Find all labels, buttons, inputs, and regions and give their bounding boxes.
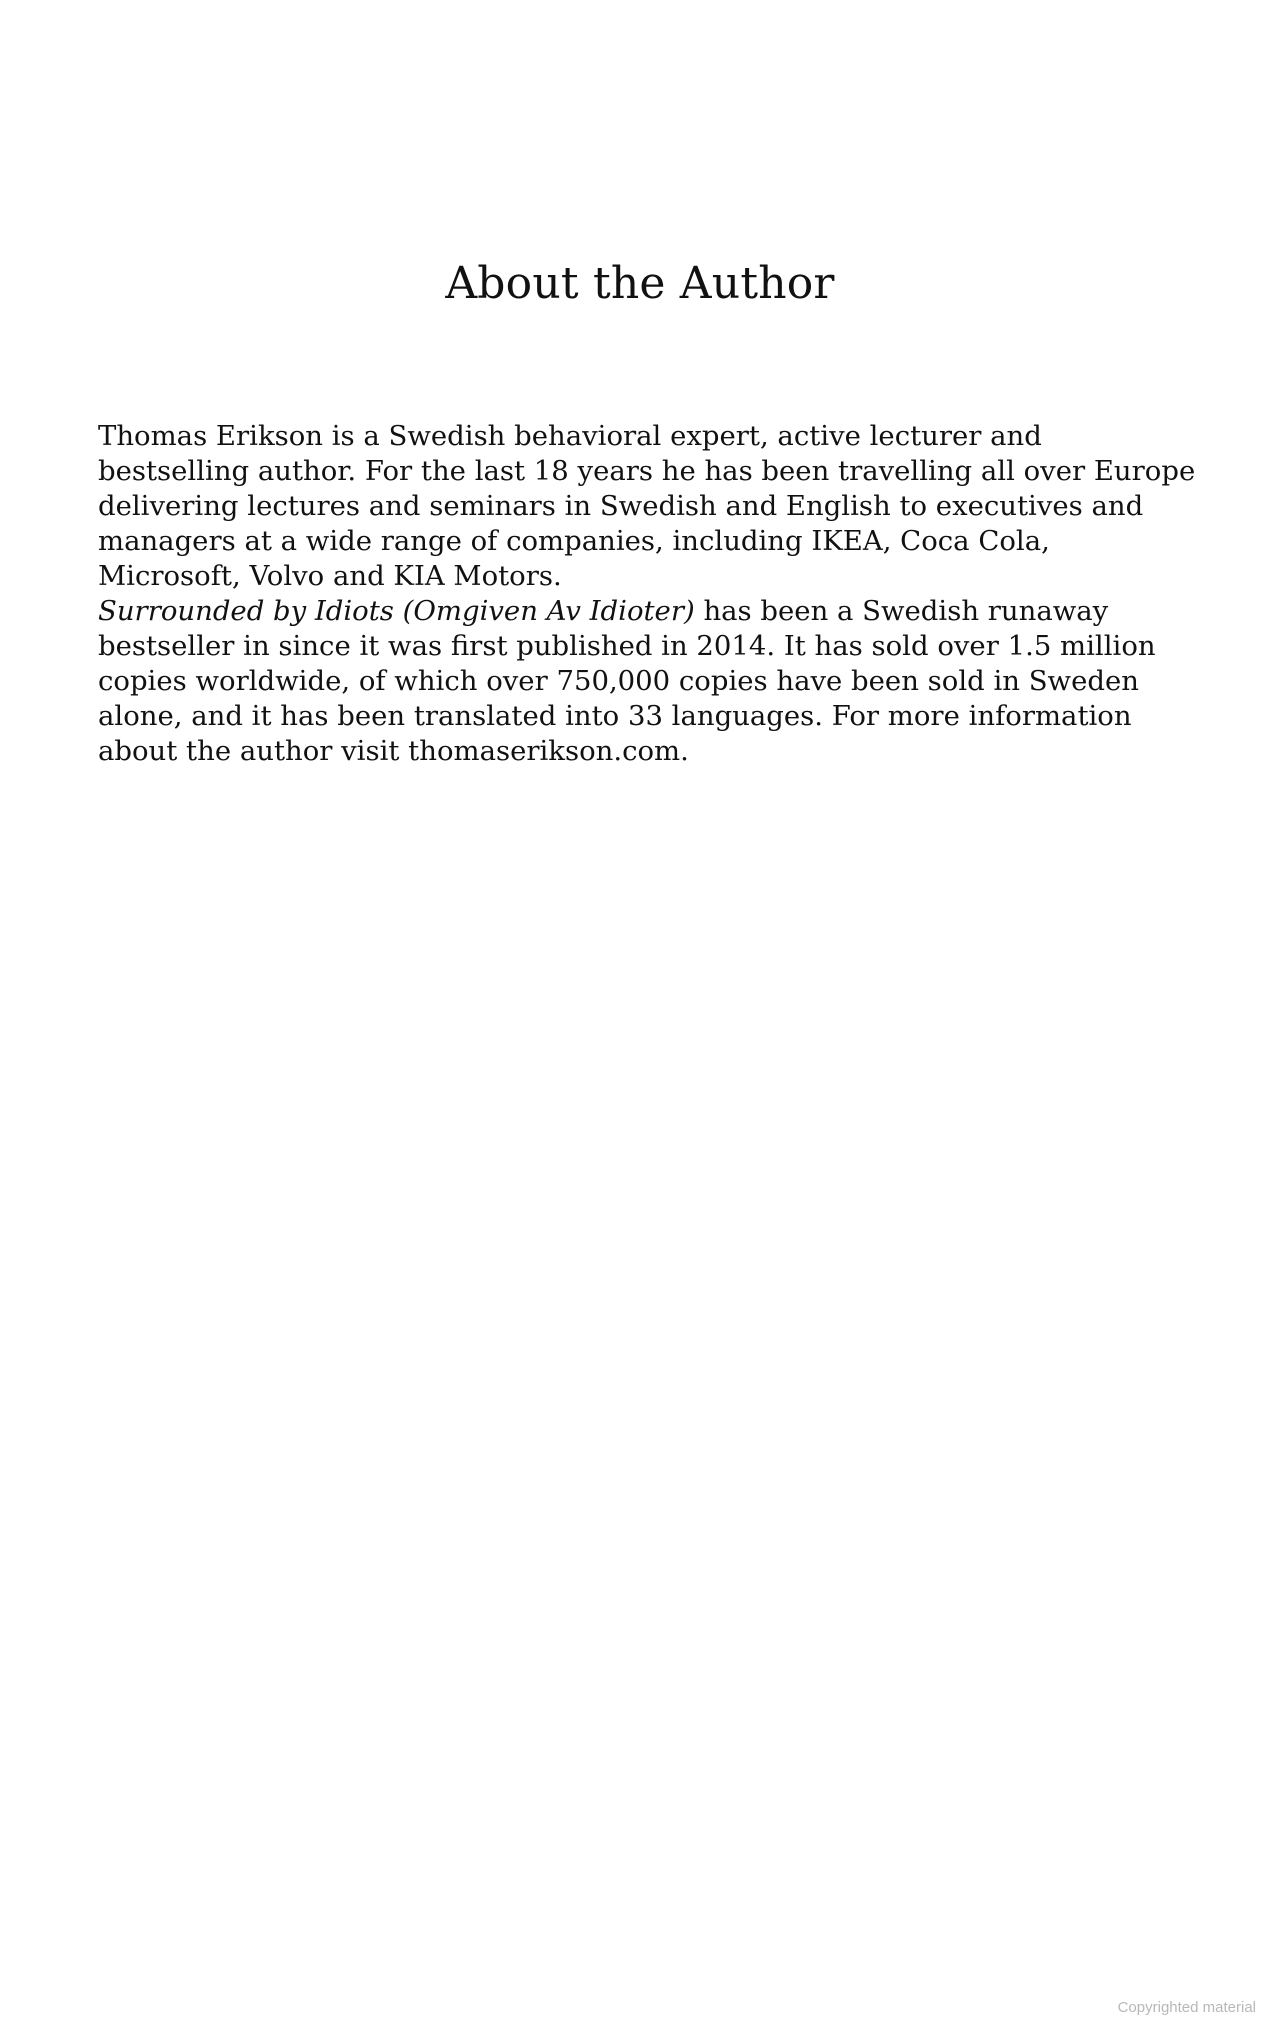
bio-intro: Thomas Erikson is a Swedish behavioral expert, active lecturer and bestselling author. For the last 18 years he has been travelling all over Europe delivering lectures and seminars in Swedish and English to executives and managers at a wide range of companies, including IKEA, Coca Cola, Microsoft, Volvo and KIA Motors. <box>98 420 1196 592</box>
bio-rest: has been a Swedish runaway bestseller in since it was first published in 2014. It has sold over 1.5 million copies worldwide, of which over 750,000 copies have been sold in Sweden alone, and it has been translated into 33 languages. For more information about the author visit thomaserikson.com. <box>98 595 1156 767</box>
author-bio <box>98 419 1198 769</box>
page-title: About the Author <box>445 258 835 309</box>
copyright-watermark: Copyrighted material <box>1117 1999 1256 2016</box>
book-title: Surrounded by Idiots (Omgiven Av Idioter) <box>98 595 695 627</box>
